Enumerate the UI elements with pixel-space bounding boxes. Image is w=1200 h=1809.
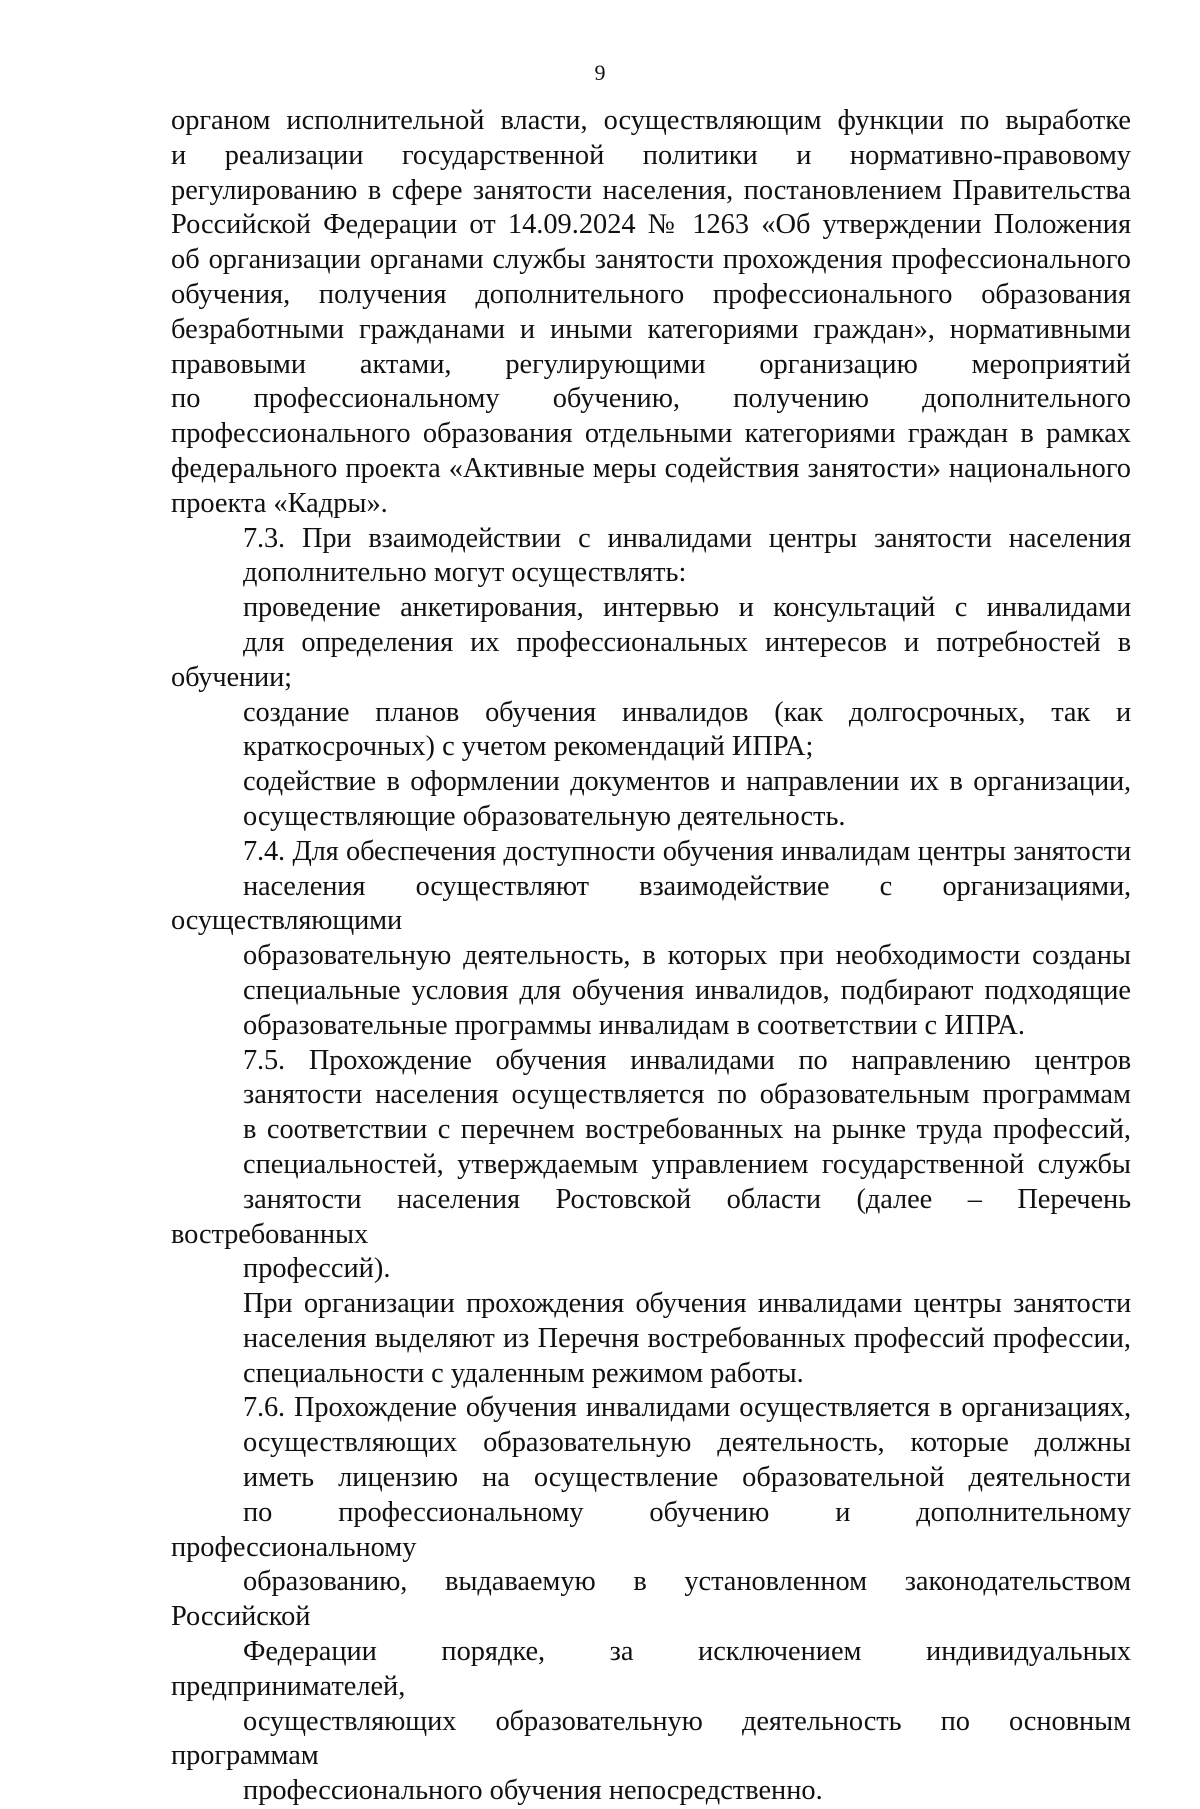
paragraph xyxy=(171,696,1131,766)
paragraph xyxy=(171,765,1131,835)
text-line: 7.4. Для обеспечения доступности обучения инвалидам центры занятости xyxy=(243,835,1131,867)
text-line: Федерации порядке, за исключением индивидуальных предпринимателей, xyxy=(171,1636,1131,1702)
text-line: образовательные программы инвалидам в соответствии с ИПРА. xyxy=(243,1009,1026,1041)
text-line: и реализации государственной политики и нормативно-правовому xyxy=(171,139,1131,171)
text-line: обучения, получения дополнительного профессионального образования xyxy=(171,278,1131,310)
text-line: занятости населения осуществляется по образовательным программам xyxy=(243,1079,1131,1111)
text-line: 7.6. Прохождение обучения инвалидами осуществляется в организациях, xyxy=(243,1392,1131,1424)
text-line: осуществляющих образовательную деятельность, которые должны xyxy=(243,1427,1131,1459)
text-line: профессионального образования отдельными категориями граждан в рамках xyxy=(171,418,1131,450)
text-line: 7.5. Прохождение обучения инвалидами по направлению центров xyxy=(243,1044,1131,1076)
text-line: правовыми актами, регулирующими организацию мероприятий xyxy=(171,348,1131,380)
text-line: специальные условия для обучения инвалидов, подбирают подходящие xyxy=(243,974,1131,1006)
text-line: специальностей, утверждаемым управлением государственной службы xyxy=(243,1148,1131,1180)
text-line: проведение анкетирования, интервью и консультаций с инвалидами xyxy=(243,592,1131,624)
text-line: При организации прохождения обучения инвалидами центры занятости xyxy=(243,1288,1131,1320)
text-line: содействие в оформлении документов и направлении их в организации, xyxy=(243,766,1131,798)
text-line: занятости населения Ростовской области (далее – Перечень востребованных xyxy=(171,1183,1131,1250)
document-body xyxy=(171,104,1131,1809)
text-line: образовательную деятельность, в которых при необходимости созданы xyxy=(243,940,1131,972)
text-line: об организации органами службы занятости прохождения профессионального xyxy=(171,244,1131,276)
text-line: Российской Федерации от 14.09.2024 № 1263 «Об утверждении Положения xyxy=(171,209,1131,241)
text-line: населения выделяют из Перечня востребованных профессий профессии, xyxy=(243,1322,1131,1354)
paragraph xyxy=(171,835,1131,1044)
page-number: 9 xyxy=(594,60,606,85)
text-line: профессионального обучения непосредственно. xyxy=(243,1775,823,1807)
text-line: органом исполнительной власти, осуществляющим функции по выработке xyxy=(171,105,1131,136)
text-line: осуществляющие образовательную деятельность. xyxy=(243,800,846,832)
text-line: иметь лицензию на осуществление образовательной деятельности xyxy=(243,1462,1131,1494)
text-line: регулированию в сфере занятости населения, постановлением Правительства xyxy=(171,174,1131,206)
text-line: по профессиональному обучению, получению дополнительного xyxy=(171,383,1131,415)
paragraph xyxy=(171,522,1131,592)
text-line: 7.3. При взаимодействии с инвалидами центры занятости населения xyxy=(243,522,1131,554)
text-line: осуществляющих образовательную деятельность по основным программам xyxy=(171,1705,1131,1772)
text-line: профессий). xyxy=(243,1253,391,1285)
text-line: в соответствии с перечнем востребованных на рынке труда профессий, xyxy=(243,1114,1131,1146)
text-line: для определения их профессиональных интересов и потребностей в обучении; xyxy=(171,626,1131,693)
text-line: безработными гражданами и иными категориями граждан», нормативными xyxy=(171,313,1131,345)
text-line: проекта «Кадры». xyxy=(171,487,388,519)
paragraph xyxy=(171,591,1131,695)
text-line: образованию, выдаваемую в установленном законодательством Российской xyxy=(171,1566,1131,1633)
paragraph xyxy=(171,1287,1131,1391)
paragraph xyxy=(171,1044,1131,1288)
paragraph xyxy=(171,104,1131,522)
text-line: краткосрочных) с учетом рекомендаций ИПРА; xyxy=(243,731,814,763)
text-line: специальности с удаленным режимом работы. xyxy=(243,1357,804,1389)
text-line: по профессиональному обучению и дополнительному профессиональному xyxy=(171,1496,1131,1563)
text-line: федерального проекта «Активные меры содействия занятости» национального xyxy=(171,452,1131,484)
paragraph xyxy=(171,1391,1131,1809)
text-line: населения осуществляют взаимодействие с организациями, осуществляющими xyxy=(171,870,1131,937)
text-line: создание планов обучения инвалидов (как долгосрочных, так и xyxy=(243,696,1131,728)
text-line: дополнительно могут осуществлять: xyxy=(243,557,687,589)
